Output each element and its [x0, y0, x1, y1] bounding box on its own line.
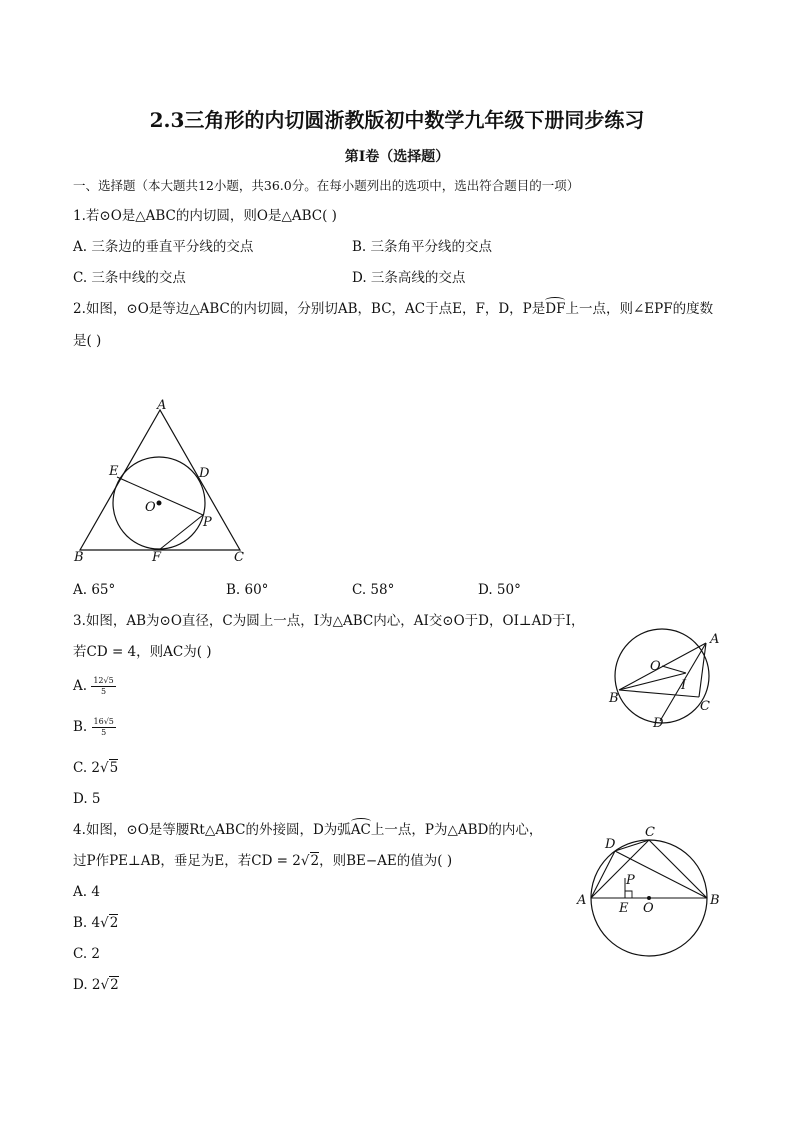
q2-arc-df: DF — [545, 301, 566, 317]
q2-segment-fp — [159, 515, 203, 550]
q2-segment-ep — [117, 477, 203, 515]
q4-label-e: E — [619, 901, 629, 916]
q4-label-o: O — [643, 901, 654, 916]
section-subtitle: 第I卷（选择题） — [344, 149, 450, 165]
q2-label-p: P — [203, 515, 212, 530]
q4-option-d-label: D. 2 — [73, 977, 101, 993]
q3-option-a-numerator: 12√5 — [93, 676, 114, 685]
q4-stem-part-a1: 4.如图，⊙O是等腰Rt△ABC的外接圆，D为弧 — [73, 822, 351, 838]
q3-figure — [600, 618, 735, 738]
q3-stem-line1: 3.如图，AB为⊙O直径，C为圆上一点，I为△ABC内心，AI交⊙O于D，OI⊥AD于I， — [73, 613, 585, 629]
q4-option-b-radicand: 2 — [109, 915, 119, 931]
q3-segment-oi — [662, 666, 686, 673]
page-title: 2.3三角形的内切圆浙教版初中数学九年级下册同步练习 — [149, 108, 645, 132]
q3-option-b-fraction — [92, 717, 116, 738]
q1-option-b: B. 三条角平分线的交点 — [352, 239, 493, 255]
q1-option-a: A. 三条边的垂直平分线的交点 — [73, 239, 254, 255]
q4-option-b-label: B. 4 — [73, 915, 101, 931]
q2-figure — [70, 395, 260, 570]
q2-stem-part-a: 2.如图，⊙O是等边△ABC的内切圆，分别切AB，BC，AC于点E，F，D，P是 — [73, 301, 546, 317]
q3-option-c-sqrt-sign: √ — [100, 760, 109, 776]
q2-stem-line2: 是( ) — [73, 333, 102, 349]
q2-option-a: A. 65° — [73, 582, 116, 598]
q4-label-a: A — [577, 893, 587, 908]
q3-option-a-label: A. — [73, 678, 88, 694]
q1-stem: 1.若⊙O是△ABC的内切圆，则O是△ABC( ) — [73, 208, 337, 224]
q4-arc-ac: AC — [350, 822, 371, 838]
q4-option-d-sqrt-sign: √ — [100, 977, 110, 993]
section-heading: 一、选择题（本大题共12小题，共36.0分。在每小题列出的选项中，选出符合题目的一项） — [73, 178, 580, 193]
q4-stem-part-b2: ，则BE−AE的值为( ) — [319, 853, 453, 869]
q3-label-d: D — [653, 716, 664, 731]
q3-option-b-denominator: 5 — [101, 728, 107, 737]
q2-label-d: D — [199, 466, 210, 481]
q3-option-a — [73, 676, 116, 697]
q4-stem-radicand: 2 — [310, 853, 320, 869]
q2-label-b: B — [74, 550, 84, 565]
q4-center-dot — [647, 896, 651, 900]
q2-label-c: C — [234, 550, 244, 565]
q2-label-a: A — [157, 398, 167, 413]
q4-stem-line2 — [73, 852, 452, 870]
q4-label-c: C — [645, 825, 655, 840]
q4-label-p: P — [626, 873, 635, 888]
q3-label-b: B — [609, 691, 619, 706]
q3-option-b-numerator: 16√5 — [93, 717, 114, 726]
q3-option-d: D. 5 — [73, 791, 101, 807]
q2-label-f: F — [152, 550, 162, 565]
q3-option-c-radicand: 5 — [109, 760, 119, 776]
q4-segment-ac — [591, 840, 649, 898]
q4-stem-sqrt-sign: √ — [300, 853, 310, 869]
q2-center-dot — [157, 501, 162, 506]
q4-stem-part-a2: 上一点，P为△ABD的内心， — [370, 822, 543, 838]
q2-triangle — [80, 410, 240, 550]
q4-option-c: C. 2 — [73, 946, 101, 962]
q4-right-angle-mark — [625, 891, 632, 898]
q3-option-b — [73, 717, 116, 738]
q3-option-c — [73, 759, 118, 777]
q4-label-d: D — [605, 837, 616, 852]
q1-option-c: C. 三条中线的交点 — [73, 270, 186, 286]
q4-label-b: B — [710, 893, 720, 908]
q3-label-o: O — [650, 659, 661, 674]
q3-option-a-denominator: 5 — [100, 687, 107, 696]
q3-circle — [615, 629, 709, 723]
q3-label-i: I — [681, 678, 687, 693]
q3-segment-bi — [619, 673, 686, 690]
q3-option-a-fraction — [91, 676, 115, 697]
q4-option-d — [73, 976, 119, 994]
q3-stem-line2: 若CD = 4，则AC为( ) — [73, 644, 212, 660]
q3-option-c-label: C. 2 — [73, 760, 101, 776]
q2-option-b: B. 60° — [226, 582, 269, 598]
q4-option-b-sqrt-sign: √ — [100, 915, 109, 931]
q2-option-c: C. 58° — [352, 582, 395, 598]
q3-segment-bc — [619, 690, 699, 697]
q4-figure — [570, 818, 730, 968]
q4-segment-bc — [649, 840, 707, 898]
q2-label-o: O — [145, 500, 156, 515]
q3-option-b-label: B. — [73, 719, 88, 735]
q4-stem-line1 — [73, 821, 542, 839]
q2-stem-part-b: 上一点，则∠EPF的度数 — [565, 301, 714, 317]
q4-option-b — [73, 914, 118, 932]
q3-label-a: A — [710, 632, 720, 647]
q2-label-e: E — [109, 464, 119, 479]
q4-segment-ad — [591, 851, 615, 898]
q2-option-d: D. 50° — [478, 582, 521, 598]
q2-stem-line1 — [73, 300, 713, 318]
q4-stem-part-b1: 过P作PE⊥AB，垂足为E，若CD = 2 — [73, 853, 301, 869]
q1-option-d: D. 三条高线的交点 — [352, 270, 466, 286]
q4-option-d-radicand: 2 — [110, 977, 119, 993]
q3-label-c: C — [700, 699, 710, 714]
q4-option-a: A. 4 — [73, 884, 100, 900]
